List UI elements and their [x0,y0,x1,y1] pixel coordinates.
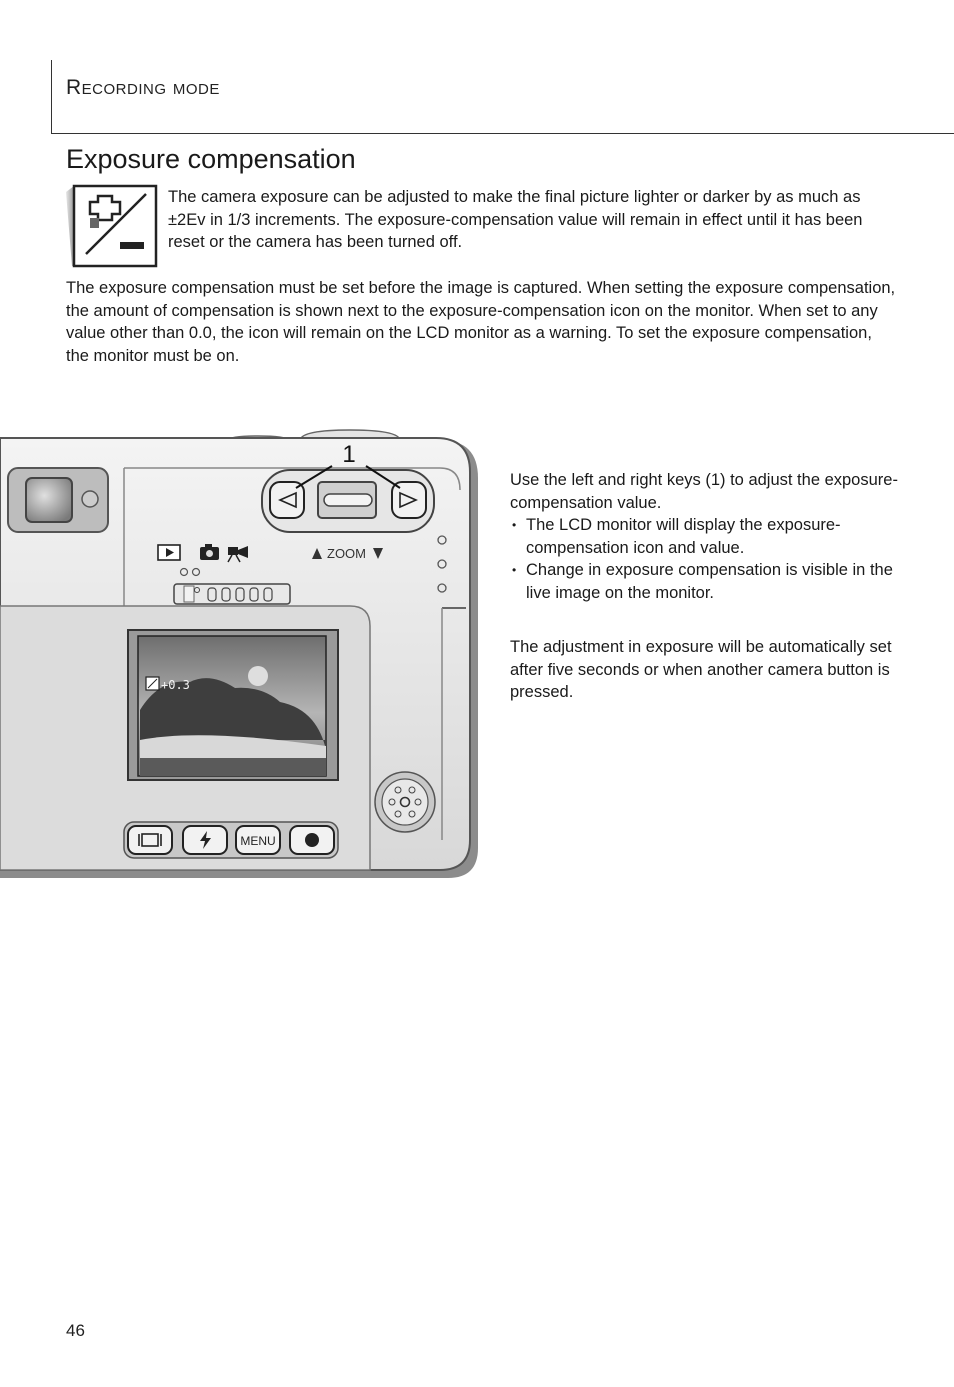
page-number: 46 [66,1321,85,1340]
section-title: Recording mode [66,76,220,99]
body-paragraph: The exposure compensation must be set before the image is captured. When setting the exposure compensation, the amount of compensation is shown next to the exposure-compensation icon on the monitor. When set to any value other than 0.0, the icon will remain on the LCD monitor as a warning. To set the exposure compensation, the monitor must be on. [66,279,896,365]
instructions-bullets [510,514,900,604]
camera-back-illustration [0,410,485,885]
adjustment-note: The adjustment in exposure will be automatically set after five seconds or when another camera button is pressed. [510,638,892,702]
list-item: • The LCD monitor will display the exposure-compensation icon and value. [510,514,900,559]
zoom-label: ZOOM [327,546,366,561]
page-heading: Exposure compensation [66,144,356,174]
section-rule-horizontal [51,133,954,134]
intro-paragraph: The camera exposure can be adjusted to make the final picture lighter or darker by as much as ±2Ev in 1/3 increments. The exposure-compensation value will remain in effect until it has been reset or the camera has been turned off. [168,188,863,252]
monitor-ev-value: +0.3 [161,678,190,692]
exposure-compensation-icon [64,184,158,268]
menu-button-label: MENU [240,834,276,848]
section-rule-vertical [51,60,52,134]
instructions-lead: Use the left and right keys (1) to adjust the exposure-compensation value. [510,471,898,512]
instructions-column [510,469,900,605]
callout-number: 1 [342,441,356,468]
list-item: • Change in exposure compensation is visible in the live image on the monitor. [510,559,900,604]
